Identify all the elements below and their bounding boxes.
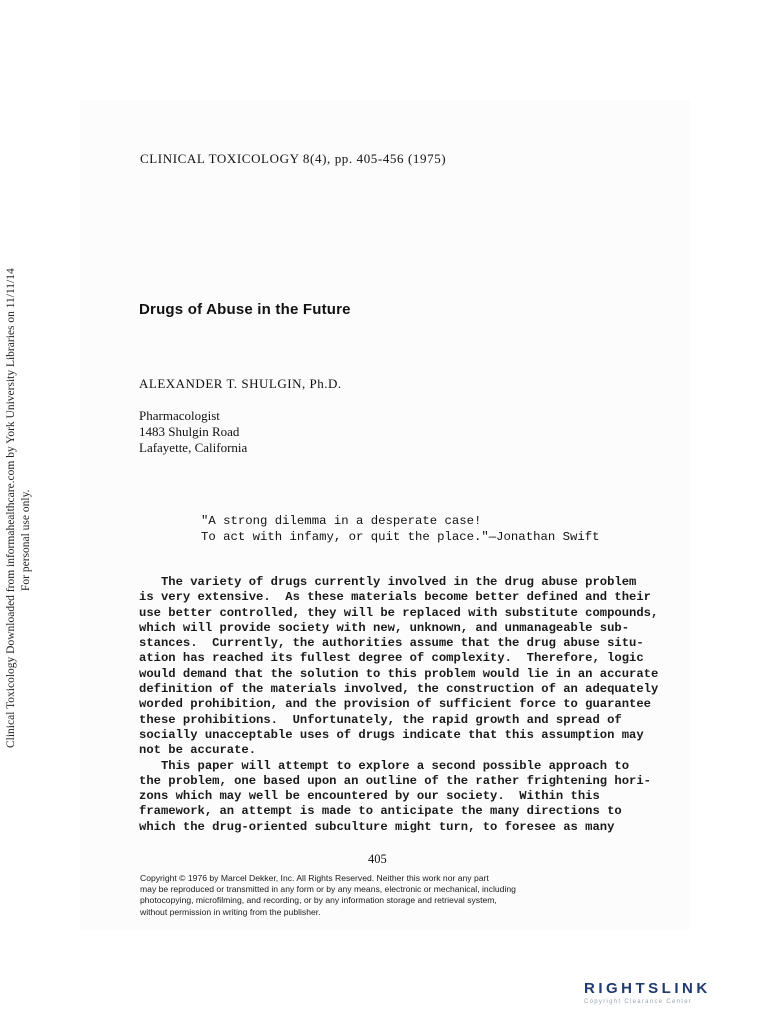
body-line: is very extensive. As these materials become better defined and their [139,590,651,605]
rightslink-logo-text: RIGHTSLINK [584,980,711,997]
body-text [139,575,658,835]
body-line: framework, an attempt is made to anticipate the many directions to [139,804,622,819]
epigraph-line: To act with infamy, or quit the place."—Jonathan Swift [201,530,600,544]
body-line: these prohibitions. Unfortunately, the rapid growth and spread of [139,712,622,727]
body-line: The variety of drugs currently involved in the drug abuse problem [139,575,637,589]
body-line: which will provide society with new, unknown, and unmanageable sub- [139,620,630,635]
copyright-line: without permission in writing from the publisher. [140,906,321,917]
article-title: Drugs of Abuse in the Future [139,301,351,318]
journal-citation: CLINICAL TOXICOLOGY 8(4), pp. 405-456 (1975) [140,151,447,166]
personal-use-stamp-line: For personal use only. [20,489,32,591]
download-stamp-line: Clinical Toxicology Downloaded from informahealthcare.com by York University Libraries on 11/11/14 [5,268,17,748]
body-line: definition of the materials involved, the construction of an adequately [139,682,659,697]
page-number: 405 [368,852,387,866]
body-line: ation has reached its fullest degree of complexity. Therefore, logic [139,651,644,666]
copyright-notice [140,873,516,918]
body-line: worded prohibition, and the provision of sufficient force to guarantee [139,697,651,712]
copyright-line: photocopying, microfilming, and recording, or by any information storage and retrieval system, [140,895,497,906]
body-line: stances. Currently, the authorities assume that the drug abuse situ- [139,636,644,651]
body-line: the problem, one based upon an outline of the rather frightening hori- [139,773,651,788]
body-line: socially unacceptable uses of drugs indicate that this assumption may [139,727,644,742]
affiliation-line: Lafayette, California [139,440,248,455]
epigraph-quote [201,513,599,545]
copyright-line: Copyright © 1976 by Marcel Dekker, Inc. All Rights Reserved. Neither this work nor any part [140,873,489,883]
body-line: use better controlled, they will be replaced with substitute compounds, [139,605,659,620]
body-line: zons which may well be encountered by our society. Within this [139,789,600,804]
body-line: would demand that the solution to this problem would lie in an accurate [139,666,659,681]
affiliation-line: 1483 Shulgin Road [139,424,240,439]
author-name: ALEXANDER T. SHULGIN, Ph.D. [139,376,342,391]
epigraph-line: "A strong dilemma in a desperate case! [201,514,482,528]
body-line: This paper will attempt to explore a second possible approach to [139,758,630,773]
download-stamp [0,0,36,1024]
affiliation-line: Pharmacologist [139,408,220,423]
body-line: which the drug-oriented subculture might turn, to foresee as many [139,819,615,834]
rightslink-logo[interactable] [584,980,754,1010]
copyright-line: may be reproduced or transmitted in any form or by any means, electronic or mechanical, including [140,884,516,895]
body-line: not be accurate. [139,743,257,758]
rightslink-subtext: Copyright Clearance Center [584,999,693,1005]
author-affiliation [139,408,247,456]
